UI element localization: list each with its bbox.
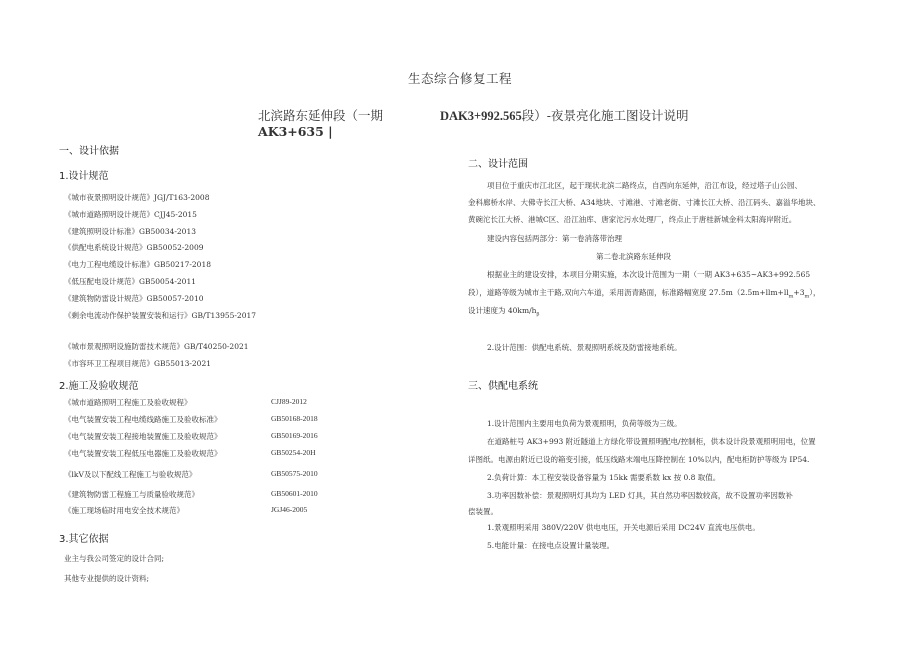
section-power-supply: 三、供配电系统: [468, 381, 538, 392]
accept-name: 《电气装置安装工程低压电器施工及验收规范》: [64, 449, 222, 458]
other-basis-item: 业主与我公司签定的设计合同;: [64, 554, 165, 563]
accept-name: 《lkV及以下配线工程施工与验收规范》: [64, 470, 197, 479]
accept-code: GB50601-2010: [271, 489, 318, 498]
section-design-range: 二、设计范围: [468, 159, 528, 170]
accept-code: GB50254-20H: [271, 448, 316, 457]
document-title: 生态综合修复工程: [407, 71, 512, 86]
power-line: 1.景观照明采用 380V/220V 供电电压，开关电源后采用 DC24V 直流电压供电。: [487, 523, 760, 532]
spec-item: 《供配电系统设计规范》GB50052-2009: [64, 243, 204, 252]
accept-name: 《城市道路照明工程施工及验收规程》: [64, 398, 192, 407]
range-phase-sub: m: [788, 293, 794, 300]
other-basis-item: 其他专业提供的设计资料;: [64, 574, 150, 583]
range-content-line: 第二卷北滨路东延伸段: [596, 252, 671, 261]
accept-name: 《电气装置安装工程接地装置施工及验收规范》: [64, 432, 222, 441]
power-line: 5.电能计量：在接电点设置计量装理。: [487, 541, 615, 550]
spec-item: 《市容环卫工程项目规范》GB55013-2021: [64, 359, 211, 368]
range-phase-line: 根据业主的建设安排，本项目分期实施，本次设计范围为一期（一期 AK3+635~AK3+992.565: [487, 270, 811, 279]
subtitle-rest: 段）-夜景亮化施工图设计说明: [521, 108, 689, 123]
range-phase-line: [468, 287, 820, 300]
accept-code: GB50168-2018: [271, 414, 318, 423]
subtitle-right: [440, 106, 689, 124]
section-design-basis: 一、设计依据: [59, 146, 119, 157]
range-phase-text: ），: [809, 288, 821, 297]
subtitle-left: 北滨路东延伸段（一期: [258, 108, 384, 123]
spec-item: 《建筑照明设计标准》GB50034-2013: [64, 227, 196, 236]
accept-name: 《施工现场临时用电安全技术规范》: [64, 506, 184, 515]
power-line: 1.设计范围内主要用电负荷为景观照明，负荷等级为三级。: [487, 419, 682, 428]
power-line: 详图纸。电源由附近已设的箱变引接，低压线路末端电压降控制在 10%以内，配电柜防护等级为 IP54.: [468, 455, 810, 464]
accept-code: JGJ46-2005: [271, 505, 308, 514]
spec-item: 《电力工程电缆设计标准》GB50217-2018: [64, 260, 211, 269]
subtitle-chainage: DAK3+992.565: [440, 109, 522, 123]
spec-item: 《城市景观照明设施防雷技术规范》GB/T40250-2021: [64, 342, 249, 351]
power-line: 偿装置。: [468, 507, 498, 516]
accept-code: GB50575-2010: [271, 469, 318, 478]
spec-item: 《剩余电流动作保护装置安装和运行》GB/T13955-2017: [64, 311, 257, 320]
spec-item: 《建筑物防雷设计规范》GB50057-2010: [64, 294, 204, 303]
spec-item: 《城市道路照明设计规范》CJJ45-2015: [64, 210, 197, 219]
range-speed-text: 设计速度为 40km/h: [468, 306, 537, 315]
subsection-acceptance-codes: 2.施工及验收规范: [59, 381, 139, 392]
accept-code: CJJ89-2012: [271, 397, 307, 406]
spec-item: 《低压配电设计规范》GB50054-2011: [64, 277, 196, 286]
power-line: 3.功率因数补偿：景观照明灯具均为 LED 灯具，其自然功率因数较高，故不设置功率因数补: [487, 491, 793, 500]
subsection-other-basis: 3.其它依据: [59, 534, 109, 545]
range-speed-line: [468, 305, 539, 318]
spec-item: 《城市夜景照明设计规范》JGJ/T163-2008: [64, 193, 210, 202]
range-item: 2.设计范围：供配电系统、景观照明系统及防雷接地系统。: [487, 343, 682, 352]
accept-code: GB50169-2016: [271, 431, 318, 440]
power-line: 2.负荷计算：本工程安装设备容量为 15kk 需要系数 kx 按 0.8 取值。: [487, 473, 721, 482]
subtitle-line2: AK3+635 |: [258, 124, 333, 139]
subsection-design-codes: 1.设计规范: [59, 171, 109, 182]
range-phase-text: +3: [793, 288, 805, 297]
range-phase-text: 段），道路等级为城市主干路,双向六车道，采用沥青路面，标准路幅宽度 27.5m（2.5m+llm+ll: [468, 288, 789, 297]
power-line: 在道路桩号 AK3+993 附近隧道上方绿化带设置照明配电/控制柜，供本设计段景观照明用电，位置: [487, 437, 816, 446]
accept-name: 《电气装置安装工程电缆线路施工及验收标准》: [64, 415, 222, 424]
range-paragraph-line: 黄碗沱长江大桥、港城C区、沿江油库、唐家沱污水处理厂，终点止于唐桂新城金科太阳海岸附近。: [468, 215, 797, 224]
range-paragraph-line: 项目位于重庆市江北区，起于现状北滨二路终点，自西向东延伸，沿江布设，经过塔子山公园、: [487, 181, 802, 190]
range-paragraph-line: 金科廊桥水岸、大佛寺长江大桥、A34地块、寸滩港、寸滩老街、寸滩长江大桥、沿江码头、嘉溢华地块、: [468, 198, 821, 207]
range-phase-sub: m: [804, 293, 810, 300]
accept-name: 《建筑物防雷工程施工与质量验收规范》: [64, 490, 199, 499]
range-speed-sub: β: [536, 311, 540, 318]
range-content-line: 建设内容包括两部分：第一卷消落带治理: [487, 234, 622, 243]
